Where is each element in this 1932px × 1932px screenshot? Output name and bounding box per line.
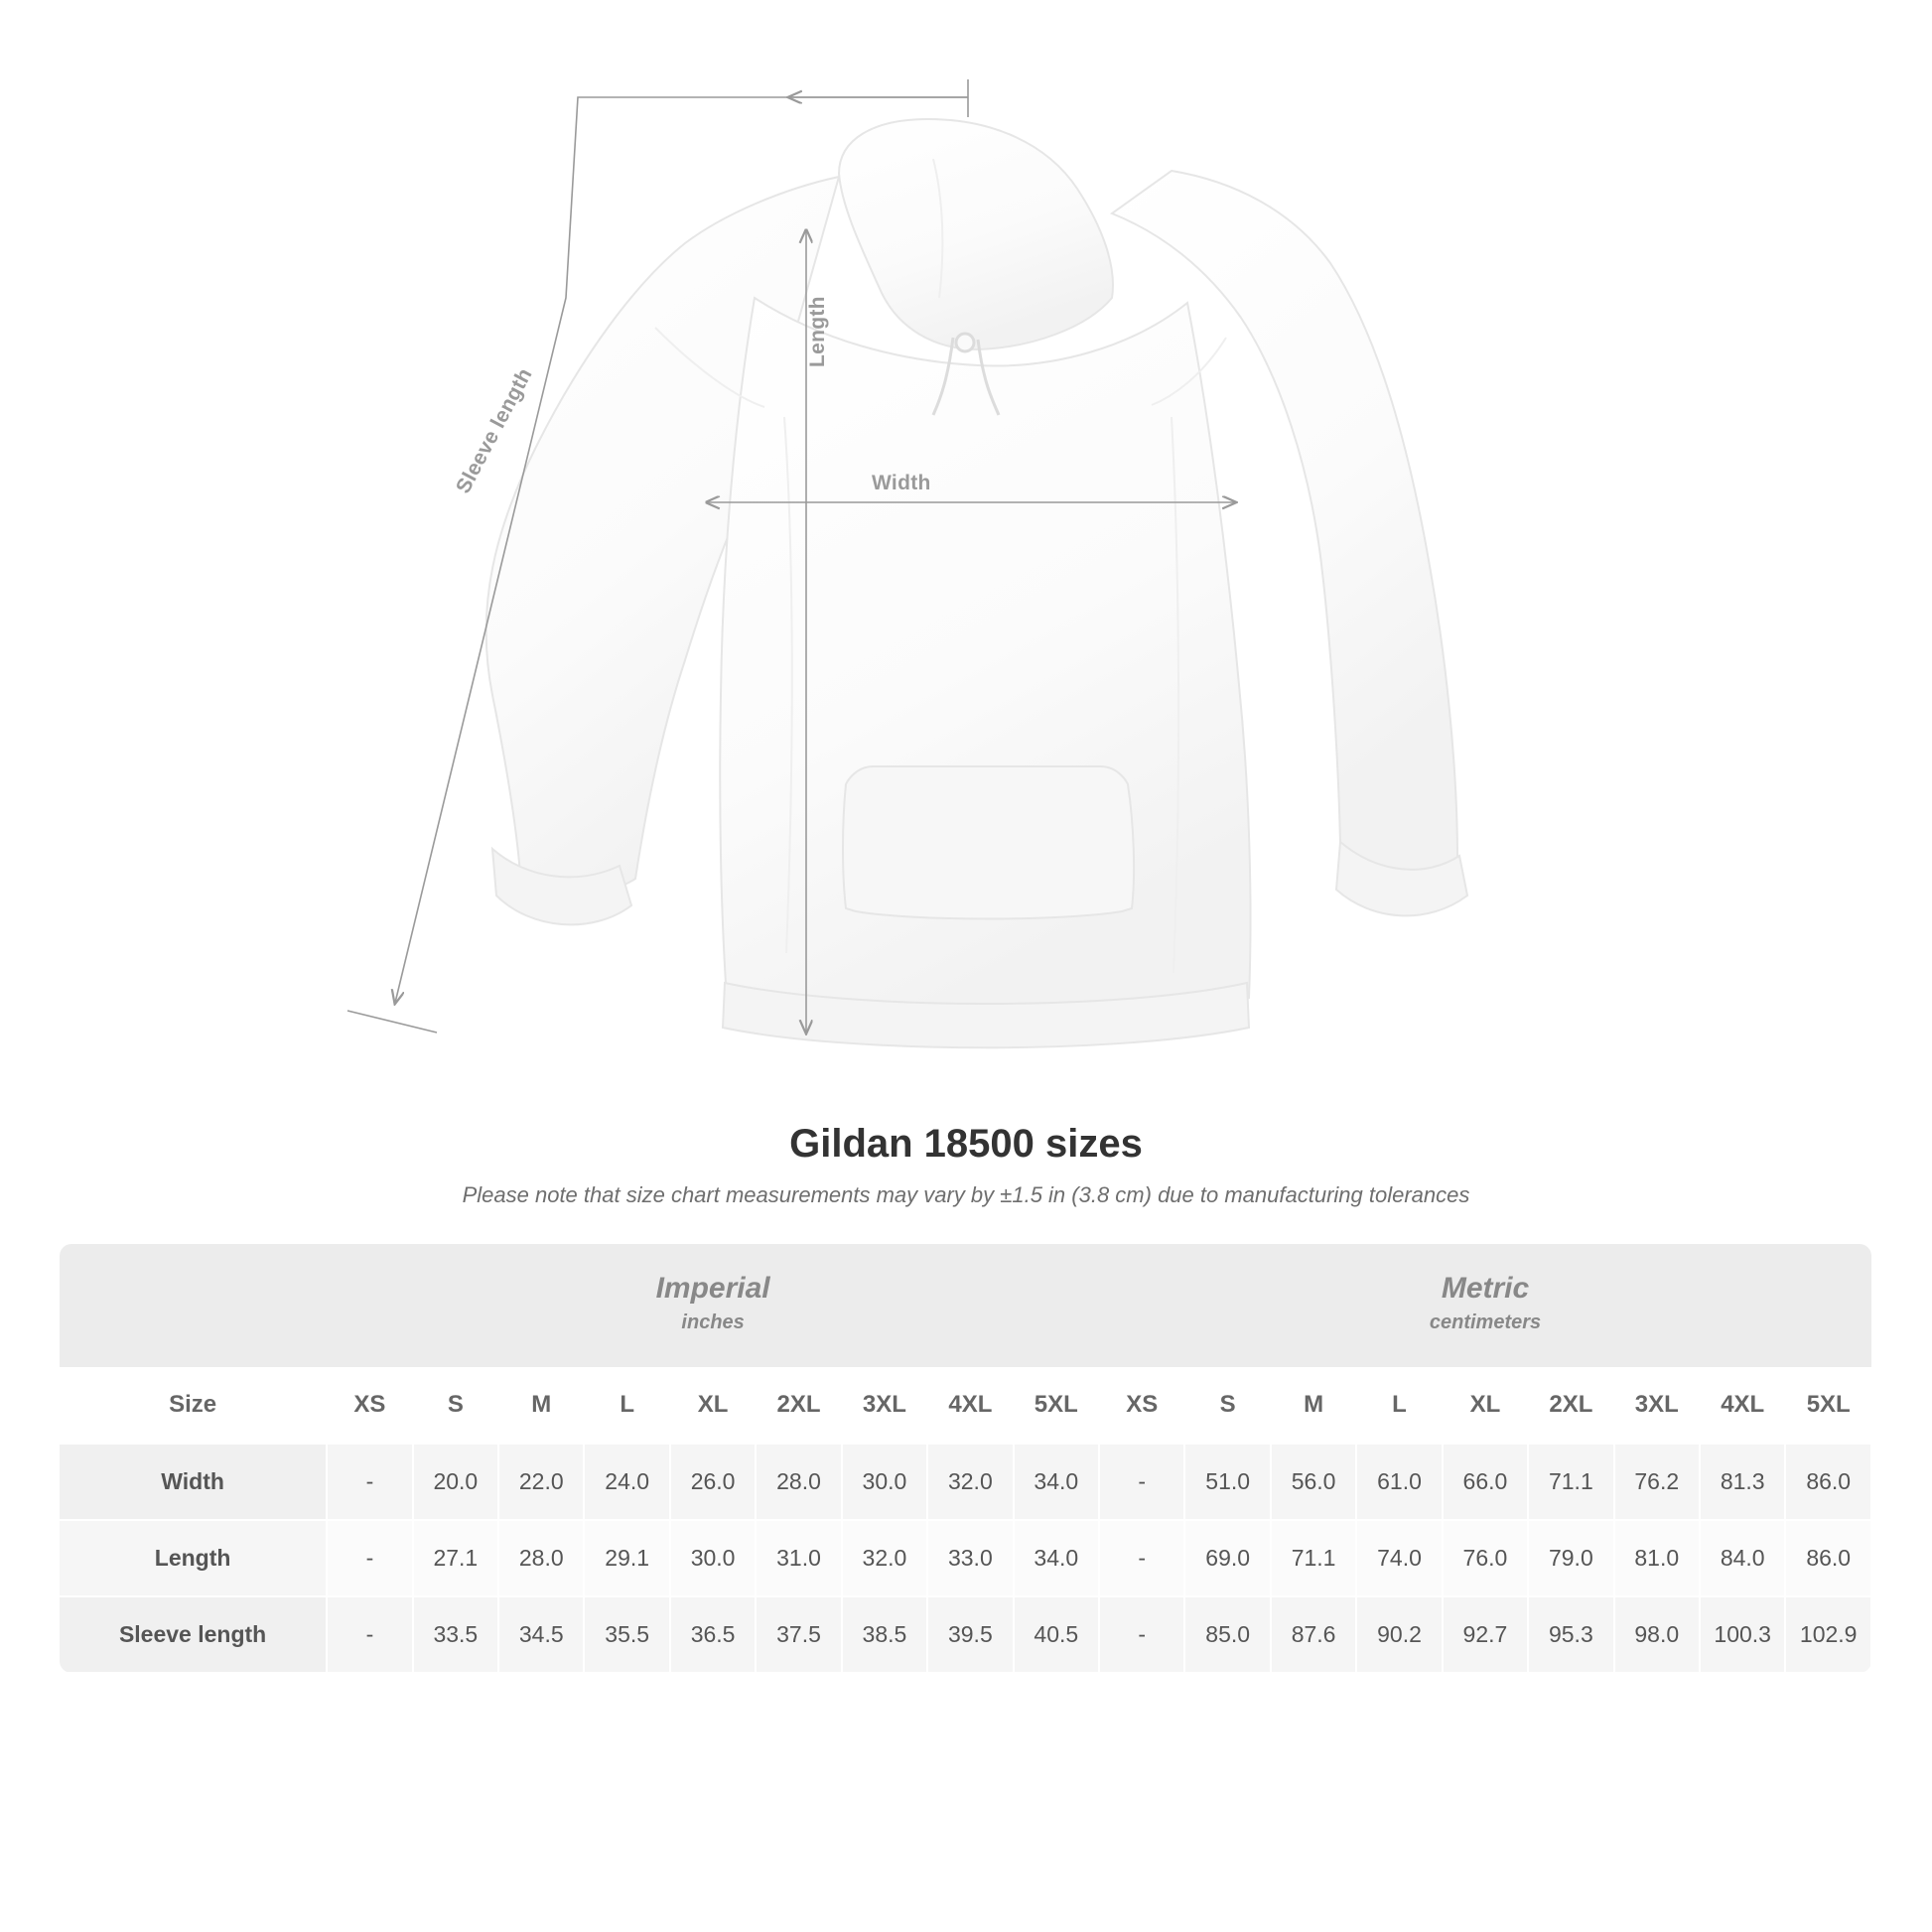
cell: 76.0 (1443, 1520, 1528, 1596)
col-header: 5XL (1014, 1367, 1099, 1444)
row-label: Width (60, 1444, 327, 1520)
row-label: Sleeve length (60, 1596, 327, 1673)
col-header: L (1356, 1367, 1442, 1444)
cell: 34.0 (1014, 1520, 1099, 1596)
col-header: 2XL (756, 1367, 841, 1444)
cell: 74.0 (1356, 1520, 1442, 1596)
cell: 85.0 (1184, 1596, 1270, 1673)
col-header: L (584, 1367, 669, 1444)
cell: 98.0 (1614, 1596, 1700, 1673)
cell: 69.0 (1184, 1520, 1270, 1596)
cell: - (327, 1444, 412, 1520)
col-header: 5XL (1785, 1367, 1871, 1444)
cell: 56.0 (1271, 1444, 1356, 1520)
cell: 28.0 (498, 1520, 584, 1596)
cell: 33.0 (927, 1520, 1013, 1596)
table-row (60, 1596, 1871, 1673)
cell: 34.0 (1014, 1444, 1099, 1520)
cell: 30.0 (670, 1520, 756, 1596)
cell: 39.5 (927, 1596, 1013, 1673)
cell: 76.2 (1614, 1444, 1700, 1520)
cell: 92.7 (1443, 1596, 1528, 1673)
cell: 66.0 (1443, 1444, 1528, 1520)
unit-imperial-sub: inches (681, 1311, 745, 1333)
cell: 100.3 (1700, 1596, 1785, 1673)
col-header: 4XL (927, 1367, 1013, 1444)
size-table (60, 1244, 1872, 1674)
unit-group-imperial (327, 1244, 1099, 1367)
label-sleeve-length: Sleeve length (452, 364, 537, 497)
unit-imperial-name: Imperial (655, 1272, 770, 1305)
cell: 29.1 (584, 1520, 669, 1596)
col-header: S (413, 1367, 498, 1444)
cell: - (327, 1520, 412, 1596)
col-header: XL (1443, 1367, 1528, 1444)
tolerance-note: Please note that size chart measurements may vary by ±1.5 in (3.8 cm) due to manufacturing tolerances (462, 1182, 1470, 1207)
unit-corner (60, 1244, 327, 1367)
cell: 71.1 (1271, 1520, 1356, 1596)
cell: 22.0 (498, 1444, 584, 1520)
cell: 20.0 (413, 1444, 498, 1520)
unit-metric-sub: centimeters (1429, 1311, 1542, 1333)
table-row (60, 1444, 1871, 1520)
cell: 95.3 (1528, 1596, 1613, 1673)
cell: - (327, 1596, 412, 1673)
title-block (0, 1122, 1932, 1208)
col-header: 4XL (1700, 1367, 1785, 1444)
cell: 61.0 (1356, 1444, 1442, 1520)
size-header-row (60, 1367, 1871, 1444)
cell: 27.1 (413, 1520, 498, 1596)
cell: 32.0 (927, 1444, 1013, 1520)
cell: 28.0 (756, 1444, 841, 1520)
cell: 71.1 (1528, 1444, 1613, 1520)
cell: 86.0 (1785, 1520, 1871, 1596)
row-label: Length (60, 1520, 327, 1596)
cell: - (1099, 1444, 1184, 1520)
cell: - (1099, 1520, 1184, 1596)
cell: 102.9 (1785, 1596, 1871, 1673)
cell: 87.6 (1271, 1596, 1356, 1673)
cell: 90.2 (1356, 1596, 1442, 1673)
cell: 35.5 (584, 1596, 669, 1673)
page-title: Gildan 18500 sizes (789, 1122, 1143, 1166)
cell: 40.5 (1014, 1596, 1099, 1673)
label-width: Width (872, 472, 931, 494)
cell: 38.5 (842, 1596, 927, 1673)
cell: 79.0 (1528, 1520, 1613, 1596)
cell: 81.0 (1614, 1520, 1700, 1596)
cell: 32.0 (842, 1520, 927, 1596)
col-header: XL (670, 1367, 756, 1444)
cell: 37.5 (756, 1596, 841, 1673)
col-header: M (1271, 1367, 1356, 1444)
cell: 33.5 (413, 1596, 498, 1673)
col-header: S (1184, 1367, 1270, 1444)
col-header: 3XL (842, 1367, 927, 1444)
cell: 51.0 (1184, 1444, 1270, 1520)
unit-group-metric (1099, 1244, 1871, 1367)
cell: 24.0 (584, 1444, 669, 1520)
size-table-wrapper (60, 1244, 1872, 1674)
unit-metric-name: Metric (1441, 1272, 1530, 1305)
cell: 86.0 (1785, 1444, 1871, 1520)
table-row (60, 1520, 1871, 1596)
col-header: M (498, 1367, 584, 1444)
cell: 31.0 (756, 1520, 841, 1596)
label-length: Length (806, 296, 829, 367)
header-size: Size (60, 1367, 327, 1444)
cell: 36.5 (670, 1596, 756, 1673)
unit-header-row (60, 1244, 1871, 1367)
col-header: 2XL (1528, 1367, 1613, 1444)
col-header: 3XL (1614, 1367, 1700, 1444)
cell: 84.0 (1700, 1520, 1785, 1596)
col-header: XS (327, 1367, 412, 1444)
cell: 81.3 (1700, 1444, 1785, 1520)
cell: 30.0 (842, 1444, 927, 1520)
cell: 26.0 (670, 1444, 756, 1520)
cell: - (1099, 1596, 1184, 1673)
col-header: XS (1099, 1367, 1184, 1444)
cell: 34.5 (498, 1596, 584, 1673)
